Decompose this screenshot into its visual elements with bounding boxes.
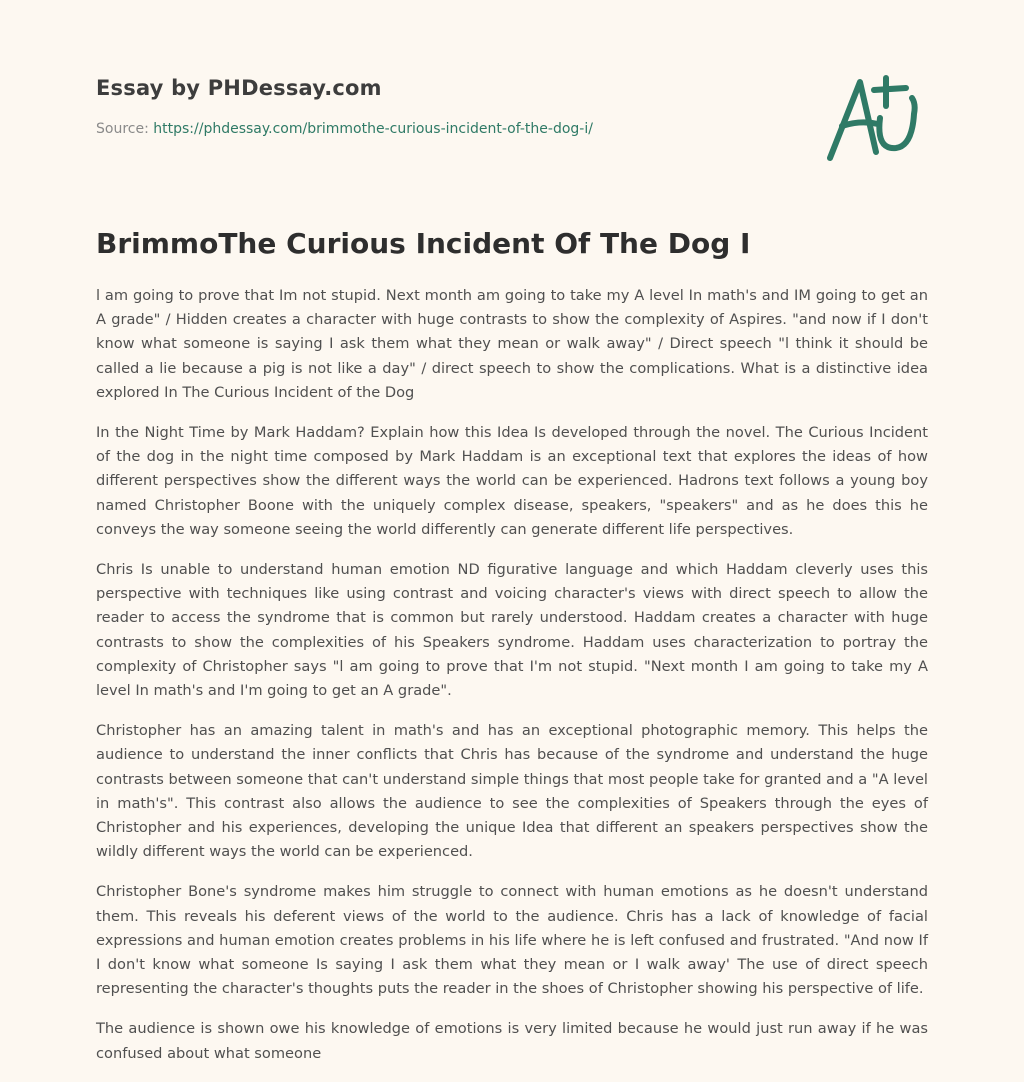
source-label: Source: bbox=[96, 121, 149, 137]
essay-paragraph: Chris Is unable to understand human emotion ND figurative language and which Haddam cleverly uses this perspective with techniques like using contrast and voicing character's views with direct speech to allow the reader to access the syndrome that is common but rarely understood. Haddam creates a character with huge contrasts to show the complexities of his Speakers syndrome. Haddam uses characterization to portray the complexity of Christopher says "l am going to prove that I'm not stupid. "Next month I am going to take my A level In math's and I'm going to get an A grade". bbox=[96, 561, 928, 700]
source-line bbox=[96, 121, 936, 137]
essay-paragraph: Christopher Bone's syndrome makes him struggle to connect with human emotions as he doesn't understand them. This reveals his deferent views of the world to the audience. Chris has a lack of knowledge of facial expressions and human emotion creates problems in his life where he is left confused and frustrated. "And now If I don't know what someone Is saying I ask them what they mean or I walk away' The use of direct speech representing the character's thoughts puts the reader in the shoes of Christopher showing his perspective of life. bbox=[96, 883, 928, 998]
essay-paragraph: l am going to prove that Im not stupid. Next month am going to take my A level In math's and IM going to get an A grade" / Hidden creates a character with huge contrasts to show the complexity of Aspires. "and now if I don't know what someone is saying I ask them what they mean or walk away" / Direct speech "l think it should be called a lie because a pig is not like a day" / direct speech to show the complications. What is a distinctive idea explored In The Curious Incident of the Dog bbox=[96, 287, 928, 401]
essay-paragraph: The audience is shown owe his knowledge of emotions is very limited because he would just run away if he was confused about what someone bbox=[96, 1020, 928, 1062]
essay-title: BrimmoThe Curious Incident Of The Dog I bbox=[96, 227, 751, 260]
essay-paragraph: In the Night Time by Mark Haddam? Explain how this Idea Is developed through the novel. The Curious Incident of the dog in the night time composed by Mark Haddam is an exceptional text that explores the ideas of how different perspectives show the different ways the world can be experienced. Hadrons text follows a young boy named Christopher Boone with the uniquely complex disease, speakers, "speakers" and as he does this he conveys the way someone seeing the world differently can generate different life perspectives. bbox=[96, 424, 928, 538]
site-header bbox=[96, 76, 936, 137]
a-plus-logo-icon bbox=[820, 68, 930, 164]
essay-body bbox=[96, 284, 928, 1082]
essay-paragraph: Christopher has an amazing talent in math's and has an exceptional photographic memory. This helps the audience to understand the inner conflicts that Chris has because of the syndrome and understand the huge contrasts between someone that can't understand simple things that most people take for granted and a "A level in math's". This contrast also allows the audience to see the complexities of Speakers through the eyes of Christopher and his experiences, developing the unique Idea that different an speakers perspectives show the wildly different ways the world can be experienced. bbox=[96, 722, 928, 861]
source-link[interactable]: https://phdessay.com/brimmothe-curious-incident-of-the-dog-i/ bbox=[153, 121, 593, 137]
site-brand: Essay by PHDessay.com bbox=[96, 76, 382, 100]
